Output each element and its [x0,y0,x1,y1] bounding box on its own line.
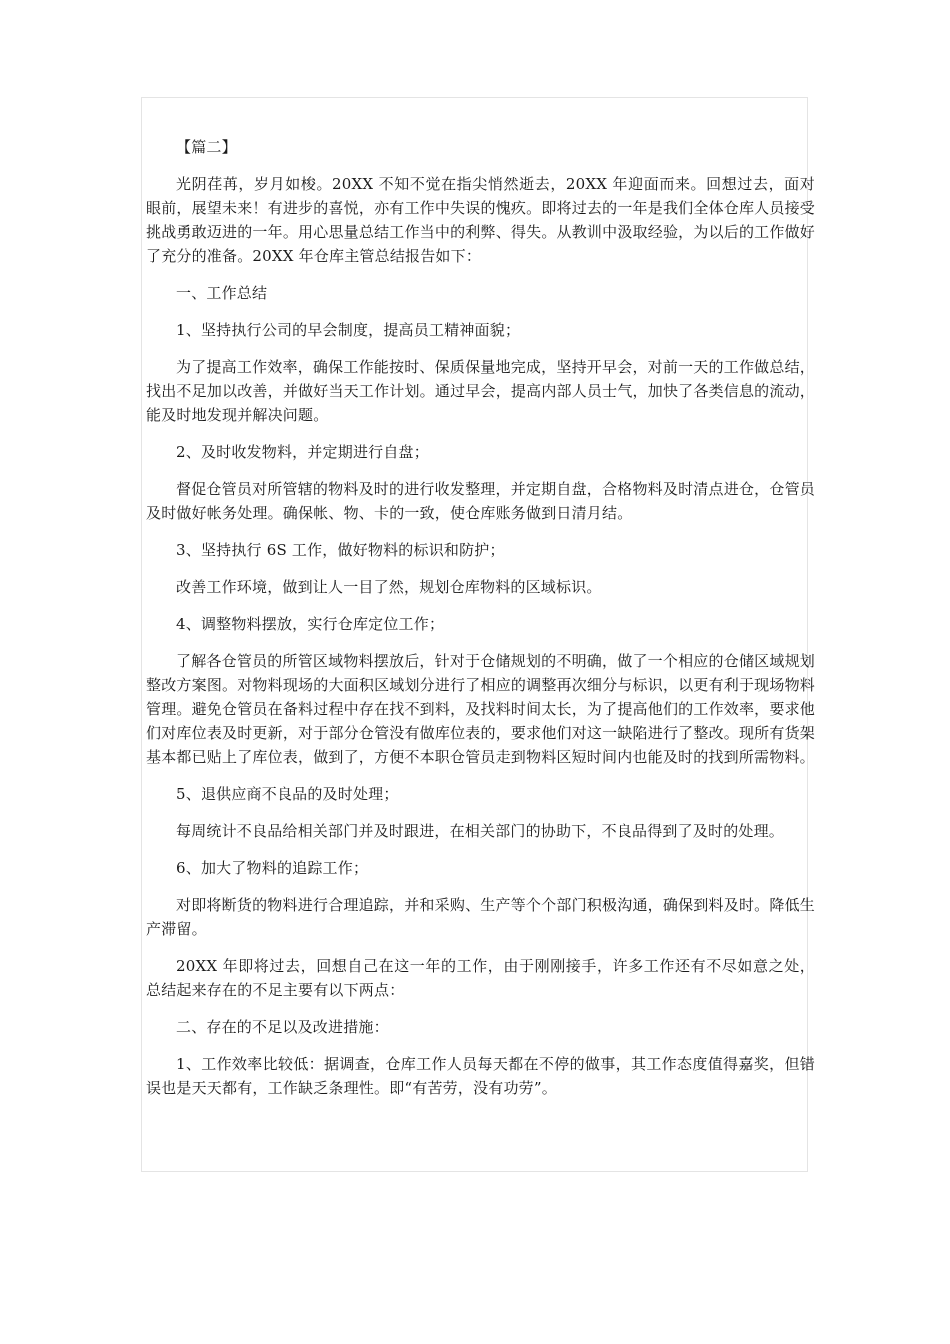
item-body-4: 了解各仓管员的所管区域物料摆放后，针对于仓储规划的不明确，做了一个相应的仓储区域规划整改方案图。对物料现场的大面积区域划分进行了相应的调整再次细分与标识，以更有利于现场物料管理。避免仓管员在备料过程中存在找不到料，及找料时间太长，为了提高他们的工作效率，要求他们对库位表及时更新，对于部分仓管没有做库位表的，要求他们对这一缺陷进行了整改。现所有货架基本都已贴上了库位表，做到了，方便不本职仓管员走到物料区短时间内也能及时的找到所需物料。 [146,652,815,766]
item-body-1: 为了提高工作效率，确保工作能按时、保质保量地完成，坚持开早会，对前一天的工作做总结，找出不足加以改善，并做好当天工作计划。通过早会，提高内部人员士气，加快了各类信息的流动，能及时地发现并解决问题。 [146,358,815,424]
item-heading-1: 1、坚持执行公司的早会制度，提高员工精神面貌； [176,321,521,339]
item-body-3: 改善工作环境，做到让人一目了然，规划仓库物料的区域标识。 [176,578,602,596]
document-page [141,97,815,1172]
intro-paragraph: 光阴荏苒，岁月如梭。20XX 不知不觉在指尖悄然逝去，20XX 年迎面而来。回想过去，面对眼前，展望未来！有进步的喜悦，亦有工作中失误的愧疚。即将过去的一年是我们全体仓库人员接受挑战勇敢迈进的一年。用心思量总结工作当中的利弊、得失。从教训中汲取经验，为以后的工作做好了充分的准备。20XX 年仓库主管总结报告如下： [146,175,815,265]
document-body [146,135,815,1113]
shortcoming-item-1: 1、工作效率比较低：据调查，仓库工作人员每天都在不停的做事，其工作态度值得嘉奖，但错误也是天天都有，工作缺乏条理性。即“有苦劳，没有功劳”。 [146,1055,815,1097]
item-heading-5: 5、退供应商不良品的及时处理； [176,785,399,803]
item-heading-3: 3、坚持执行 6S 工作，做好物料的标识和防护； [176,541,505,559]
section-heading-work-summary: 一、工作总结 [176,284,268,302]
section-heading-shortcomings: 二、存在的不足以及改进措施： [176,1018,389,1036]
item-heading-2: 2、及时收发物料，并定期进行自盘； [176,443,429,461]
item-body-2: 督促仓管员对所管辖的物料及时的进行收发整理，并定期自盘，合格物料及时清点进仓，仓管员及时做好帐务处理。确保帐、物、卡的一致，使仓库账务做到日清月结。 [146,480,815,522]
item-body-5: 每周统计不良品给相关部门并及时跟进，在相关部门的协助下，不良品得到了及时的处理。 [176,822,785,840]
transition-paragraph: 20XX 年即将过去，回想自己在这一年的工作，由于刚刚接手，许多工作还有不尽如意之处，总结起来存在的不足主要有以下两点： [146,957,815,999]
item-heading-4: 4、调整物料摆放，实行仓库定位工作； [176,615,445,633]
section-label: 【篇二】 [176,138,237,156]
item-body-6: 对即将断货的物料进行合理追踪，并和采购、生产等个个部门积极沟通，确保到料及时。降低生产滞留。 [146,896,815,938]
item-heading-6: 6、加大了物料的追踪工作； [176,859,369,877]
